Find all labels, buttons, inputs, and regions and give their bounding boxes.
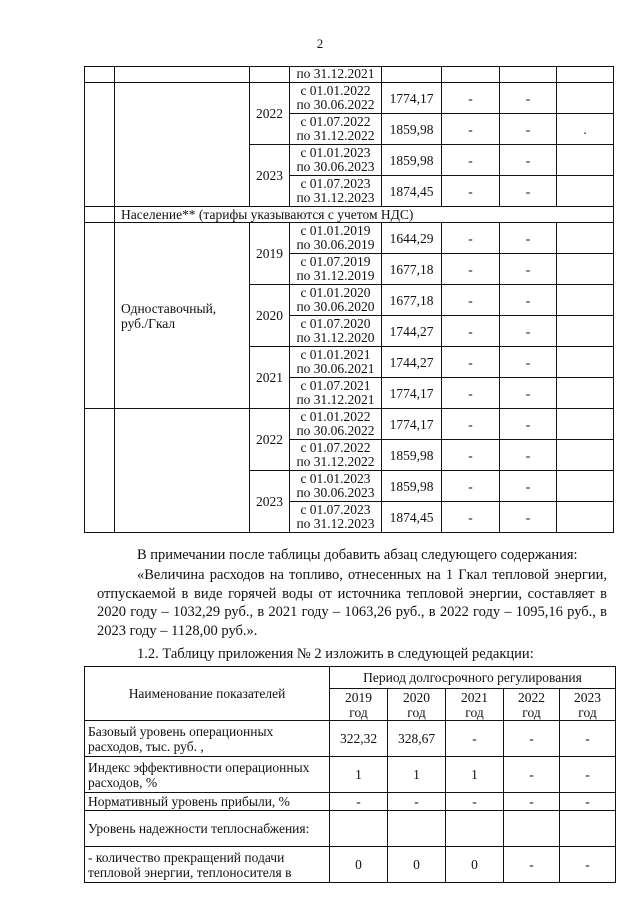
tariff-table: [84, 66, 614, 533]
indicator-value: [446, 811, 504, 847]
table-row: [85, 793, 616, 811]
indicator-value: -: [504, 721, 560, 757]
tariff-value: 1874,45: [382, 502, 442, 533]
indicator-value: [388, 811, 446, 847]
empty-cell: [115, 83, 250, 207]
dash-cell: .: [557, 114, 614, 145]
dash-cell: -: [500, 145, 557, 176]
indicator-value: 1: [446, 757, 504, 793]
dash-cell: -: [500, 440, 557, 471]
tariff-value: 1874,45: [382, 176, 442, 207]
appendix2-table: [84, 666, 616, 883]
header-period: Период долгосрочного регулирования: [330, 667, 616, 689]
dash-cell: -: [442, 114, 500, 145]
empty-cell: [250, 67, 290, 83]
year-cell: 2023: [250, 145, 290, 207]
indicator-value: -: [504, 793, 560, 811]
tariff-value: 1774,17: [382, 409, 442, 440]
dash-cell: -: [500, 285, 557, 316]
indicator-value: -: [560, 721, 616, 757]
period-cell: с 01.01.2019 по 30.06.2019: [290, 223, 382, 254]
indicator-value: -: [560, 793, 616, 811]
dash-cell: [557, 440, 614, 471]
dash-cell: -: [442, 223, 500, 254]
dash-cell: -: [500, 409, 557, 440]
note-quote-paragraph: «Величина расходов на топливо, отнесенных на 1 Гкал тепловой энергии, отпускаемой в виде горячей воды от источника тепловой энергии, составляет в 2020 году – 1032,29 руб., в 2021 году – 1063,26 руб., в 2022 году – 1095,16 руб., в 2023 году – 1128,00 руб.».: [97, 567, 607, 639]
table-row: [85, 847, 616, 883]
dash-cell: -: [442, 471, 500, 502]
year-cell: 2022: [250, 409, 290, 471]
indicator-name: Уровень надежности теплоснабжения:: [85, 811, 330, 847]
year-cell: 2022: [250, 83, 290, 145]
tariff-type-label: Одноставочный, руб./Гкал: [115, 223, 250, 409]
dash-cell: -: [442, 440, 500, 471]
dash-cell: -: [442, 316, 500, 347]
period-cell: с 01.01.2023 по 30.06.2023: [290, 145, 382, 176]
tariff-value: 1744,27: [382, 347, 442, 378]
dash-cell: -: [500, 502, 557, 533]
table-row: [85, 811, 616, 847]
tariff-value: 1744,27: [382, 316, 442, 347]
indicator-value: 1: [330, 757, 388, 793]
period-cell: с 01.01.2022 по 30.06.2022: [290, 83, 382, 114]
dash-cell: [557, 145, 614, 176]
table-row: [85, 409, 614, 440]
indicator-name: Базовый уровень операционных расходов, тыс. руб. ,: [85, 721, 330, 757]
tariff-value: 1774,17: [382, 83, 442, 114]
dash-cell: -: [500, 378, 557, 409]
period-cell: с 01.01.2020 по 30.06.2020: [290, 285, 382, 316]
section-title: 1.2. Таблицу приложения № 2 изложить в следующей редакции:: [137, 646, 534, 662]
dash-cell: [557, 176, 614, 207]
year-cell: 2020: [250, 285, 290, 347]
period-cell: по 31.12.2021: [290, 67, 382, 83]
year-header: 2020 год: [388, 689, 446, 721]
dash-cell: [557, 316, 614, 347]
indicator-value: -: [330, 793, 388, 811]
population-header: Население** (тарифы указываются с учетом НДС): [115, 207, 614, 223]
note-intro-paragraph: В примечании после таблицы добавить абзац следующего содержания:: [137, 547, 578, 563]
dash-cell: [557, 502, 614, 533]
indicator-value: -: [560, 757, 616, 793]
year-cell: 2023: [250, 471, 290, 533]
period-cell: с 01.07.2019 по 31.12.2019: [290, 254, 382, 285]
dash-cell: [557, 378, 614, 409]
dash-cell: [557, 347, 614, 378]
indicator-value: -: [388, 793, 446, 811]
dash-cell: -: [500, 223, 557, 254]
dash-cell: -: [500, 347, 557, 378]
dash-cell: -: [442, 83, 500, 114]
dash-cell: -: [442, 409, 500, 440]
dash-cell: -: [500, 471, 557, 502]
empty-cell: [115, 67, 250, 83]
year-cell: 2021: [250, 347, 290, 409]
indicator-name: - количество прекращений подачи тепловой энергии, теплоносителя в: [85, 847, 330, 883]
dash-cell: [557, 285, 614, 316]
dash-cell: -: [500, 316, 557, 347]
year-header: 2023 год: [560, 689, 616, 721]
table-row: [85, 83, 614, 114]
empty-cell: [557, 67, 614, 83]
tariff-value: 1644,29: [382, 223, 442, 254]
indicator-name: Индекс эффективности операционных расходов, %: [85, 757, 330, 793]
indicator-value: -: [560, 847, 616, 883]
indicator-value: [560, 811, 616, 847]
dash-cell: -: [442, 502, 500, 533]
indicator-value: -: [446, 721, 504, 757]
indicator-value: [330, 811, 388, 847]
empty-cell: [115, 409, 250, 533]
indicator-value: [504, 811, 560, 847]
dash-cell: -: [442, 347, 500, 378]
indicator-value: 1: [388, 757, 446, 793]
period-cell: с 01.07.2023 по 31.12.2023: [290, 502, 382, 533]
indicator-value: 328,67: [388, 721, 446, 757]
empty-cell: [500, 67, 557, 83]
dash-cell: -: [442, 176, 500, 207]
dash-cell: -: [442, 145, 500, 176]
year-cell: 2019: [250, 223, 290, 285]
indicator-value: -: [446, 793, 504, 811]
empty-cell: [382, 67, 442, 83]
indicator-value: 0: [388, 847, 446, 883]
period-cell: с 01.07.2022 по 31.12.2022: [290, 440, 382, 471]
empty-cell: [85, 83, 115, 207]
tariff-value: 1859,98: [382, 471, 442, 502]
tariff-value: 1859,98: [382, 145, 442, 176]
dash-cell: [557, 471, 614, 502]
period-cell: с 01.07.2022 по 31.12.2022: [290, 114, 382, 145]
dash-cell: -: [500, 114, 557, 145]
tariff-value: 1677,18: [382, 285, 442, 316]
period-cell: с 01.01.2021 по 30.06.2021: [290, 347, 382, 378]
indicator-value: 0: [446, 847, 504, 883]
dash-cell: -: [500, 83, 557, 114]
dash-cell: [557, 409, 614, 440]
tariff-value: 1859,98: [382, 114, 442, 145]
table-row: [85, 757, 616, 793]
page-number: 2: [316, 36, 324, 51]
dash-cell: -: [442, 254, 500, 285]
table-row: [85, 223, 614, 254]
empty-cell: [442, 67, 500, 83]
dash-cell: -: [442, 285, 500, 316]
indicator-name: Нормативный уровень прибыли, %: [85, 793, 330, 811]
year-header: 2021 год: [446, 689, 504, 721]
period-cell: с 01.01.2023 по 30.06.2023: [290, 471, 382, 502]
empty-cell: [85, 409, 115, 533]
dash-cell: [557, 83, 614, 114]
period-cell: с 01.01.2022 по 30.06.2022: [290, 409, 382, 440]
dash-cell: -: [442, 378, 500, 409]
table-row: [85, 721, 616, 757]
tariff-value: 1859,98: [382, 440, 442, 471]
header-indicator-name: Наименование показателей: [85, 667, 330, 721]
empty-cell: [85, 223, 115, 409]
period-cell: с 01.07.2020 по 31.12.2020: [290, 316, 382, 347]
empty-cell: [85, 67, 115, 83]
tariff-value: 1774,17: [382, 378, 442, 409]
dash-cell: -: [500, 254, 557, 285]
year-header: 2019 год: [330, 689, 388, 721]
indicator-value: -: [504, 847, 560, 883]
empty-cell: [85, 207, 115, 223]
indicator-value: -: [504, 757, 560, 793]
indicator-value: 0: [330, 847, 388, 883]
indicator-value: 322,32: [330, 721, 388, 757]
period-cell: с 01.07.2021 по 31.12.2021: [290, 378, 382, 409]
tariff-value: 1677,18: [382, 254, 442, 285]
dash-cell: [557, 254, 614, 285]
period-cell: с 01.07.2023 по 31.12.2023: [290, 176, 382, 207]
year-header: 2022 год: [504, 689, 560, 721]
dash-cell: [557, 223, 614, 254]
dash-cell: -: [500, 176, 557, 207]
